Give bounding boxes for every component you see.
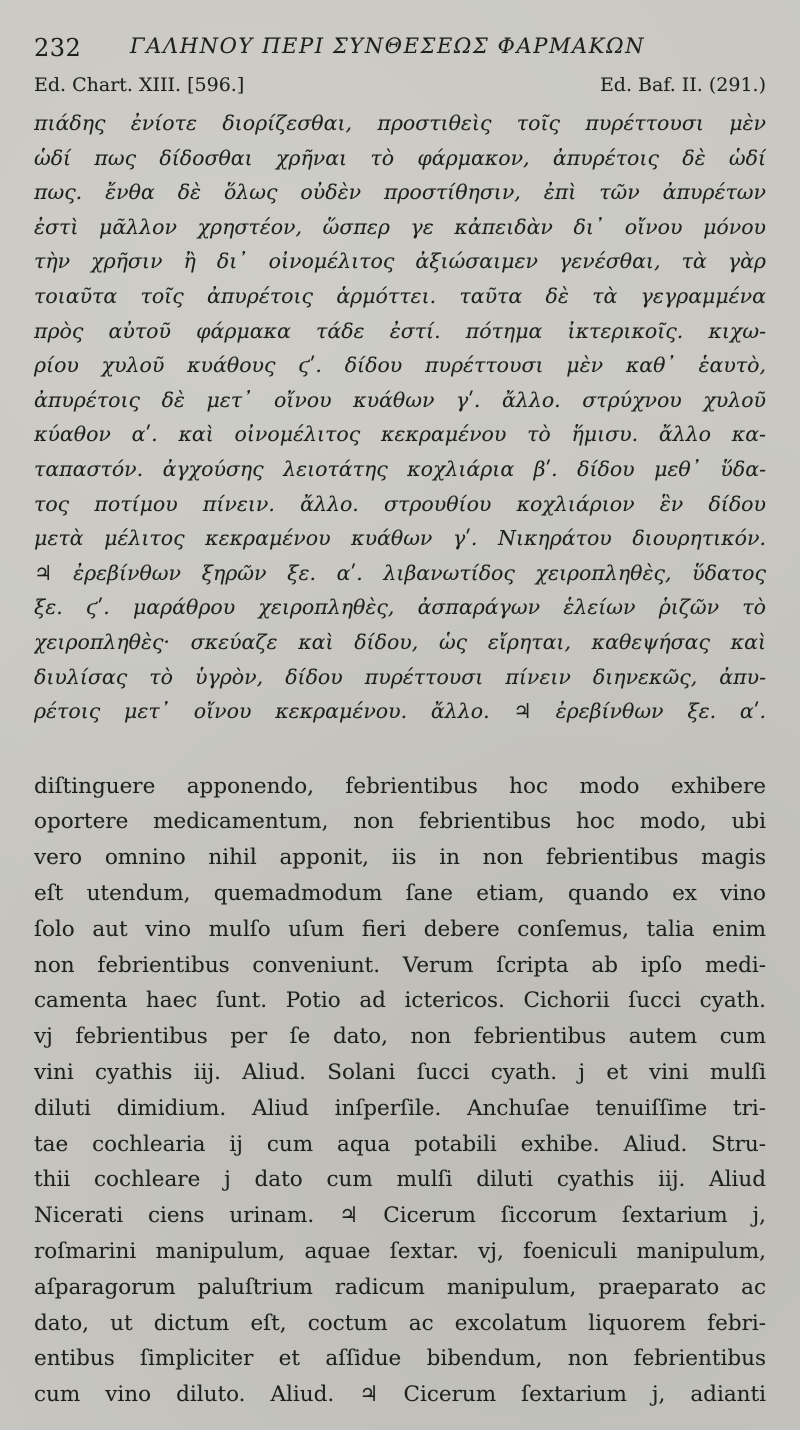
greek-line: τοιαῦτα τοῖς ἀπυρέτοις ἁρμόττει. ταῦτα δὲ τὰ γεγραμμένα <box>34 283 766 308</box>
greek-line: τος ποτίμου πίνειν. ἄλλο. στρουθίου κοχλιάριον ἓν δίδου <box>34 491 766 516</box>
latin-line: tae cochlearia ij cum aqua potabili exhibe. Aliud. Stru- <box>34 1131 766 1157</box>
greek-line: ρέτοις μετ᾽ οἴνου κεκραμένου. ἄλλο. ♃ ἐρεβίνθων ξε. αʹ. <box>34 699 766 724</box>
greek-line: μετὰ μέλιτος κεκραμένου κυάθων γʹ. Νικηράτου διουρητικόν. <box>34 526 766 551</box>
latin-line: vj febrientibus per ſe dato, non febrientibus autem cum <box>34 1024 766 1050</box>
latin-line: non febrientibus conveniunt. Verum ſcripta ab ipſo medi- <box>34 952 766 978</box>
latin-line: diſtinguere apponendo, febrientibus hoc modo exhibere <box>34 773 766 799</box>
latin-line: dato, ut dictum eſt, coctum ac excolatum liquorem febri- <box>34 1310 766 1336</box>
greek-line: πρὸς αὐτοῦ φάρμακα τάδε ἐστί. πότημα ἰκτερικοῖς. κιχω- <box>34 318 766 343</box>
latin-line: cum vino diluto. Aliud. ♃ Cicerum ſextarium j, adianti <box>34 1382 766 1408</box>
greek-line: τὴν χρῆσιν ἢ δι᾽ οἰνομέλιτος ἀξιώσαιμεν γενέσθαι, τὰ γὰρ <box>34 249 766 274</box>
greek-line: κύαθον αʹ. καὶ οἰνομέλιτος κεκραμένου τὸ ἥμισυ. ἄλλο κα- <box>34 422 766 447</box>
edition-reference-basel: Ed. Baf. II. (291.) <box>599 74 766 96</box>
greek-line: πως. ἔνθα δὲ ὅλως οὐδὲν προστίθησιν, ἐπὶ τῶν ἀπυρέτων <box>34 180 766 205</box>
greek-line: ἐστὶ μᾶλλον χρηστέον, ὥσπερ γε κἀπειδὰν δι᾽ οἴνου μόνου <box>34 214 766 239</box>
edition-references <box>34 74 766 104</box>
greek-text-block <box>34 106 766 729</box>
latin-line: vero omnino nihil apponit, iis in non febrientibus magis <box>34 845 766 871</box>
greek-line: ταπαστόν. ἀγχούσης λειοτάτης κοχλιάρια βʹ. δίδου μεθ᾽ ὕδα- <box>34 456 766 481</box>
greek-line: ἀπυρέτοις δὲ μετ᾽ οἴνου κυάθων γʹ. ἄλλο. στρύχνου χυλοῦ <box>34 387 766 412</box>
greek-line: πιάδης ἐνίοτε διορίζεσθαι, προστιθεὶς τοῖς πυρέττουσι μὲν <box>34 111 766 135</box>
latin-line: aſparagorum paluſtrium radicum manipulum, praeparato ac <box>34 1274 766 1300</box>
greek-line: ♃ ἐρεβίνθων ξηρῶν ξε. αʹ. λιβανωτίδος χειροπληθὲς, ὕδατος <box>34 560 766 585</box>
latin-line: Nicerati ciens urinam. ♃ Cicerum ſiccorum ſextarium j, <box>34 1203 766 1229</box>
greek-line: ὡδί πως δίδοσθαι χρῆναι τὸ φάρμακον, ἀπυρέτοις δὲ ὡδί <box>34 145 766 170</box>
latin-line: entibus ſimpliciter et aſſidue bibendum, non febrientibus <box>34 1346 766 1372</box>
greek-line: διυλίσας τὸ ὑγρὸν, δίδου πυρέττουσι πίνειν διηνεκῶς, ἀπυ- <box>34 664 766 689</box>
page-number: 232 <box>34 34 82 62</box>
running-title: ΓΑΛΗΝΟΥ ΠΕΡΙ ΣΥΝΘΕΣΕΩΣ ΦΑΡΜΑΚΩΝ <box>130 34 646 58</box>
latin-text-block <box>34 769 766 1413</box>
page-header <box>34 26 766 68</box>
greek-line: ρίου χυλοῦ κυάθους ϛʹ. δίδου πυρέττουσι μὲν καθ᾽ ἑαυτὸ, <box>34 353 766 378</box>
latin-line: vini cyathis iij. Aliud. Solani ſucci cyath. j et vini mulſi <box>34 1060 766 1086</box>
edition-reference-chartier: Ed. Chart. XIII. [596.] <box>34 74 245 96</box>
latin-line: oportere medicamentum, non febrientibus hoc modo, ubi <box>34 809 766 835</box>
latin-line: diluti dimidium. Aliud inſperſile. Anchuſae tenuiſſime tri- <box>34 1095 766 1121</box>
latin-line: roſmarini manipulum, aquae ſextar. vj, foeniculi manipulum, <box>34 1239 766 1265</box>
latin-line: camenta haec ſunt. Potio ad ictericos. Cichorii ſucci cyath. <box>34 988 766 1014</box>
greek-line: ξε. ϛʹ. μαράθρου χειροπληθὲς, ἀσπαράγων ἑλείων ῥιζῶν τὸ <box>34 595 766 620</box>
latin-line: thii cochleare j dato cum mulſi diluti cyathis iij. Aliud <box>34 1167 766 1193</box>
greek-line: χειροπληθὲς· σκεύαζε καὶ δίδου, ὡς εἴρηται, καθεψήσας καὶ <box>34 629 766 654</box>
latin-line: ſolo aut vino mulſo uſum fieri debere conſemus, talia enim <box>34 916 766 942</box>
latin-line: eſt utendum, quemadmodum ſane etiam, quando ex vino <box>34 881 766 907</box>
